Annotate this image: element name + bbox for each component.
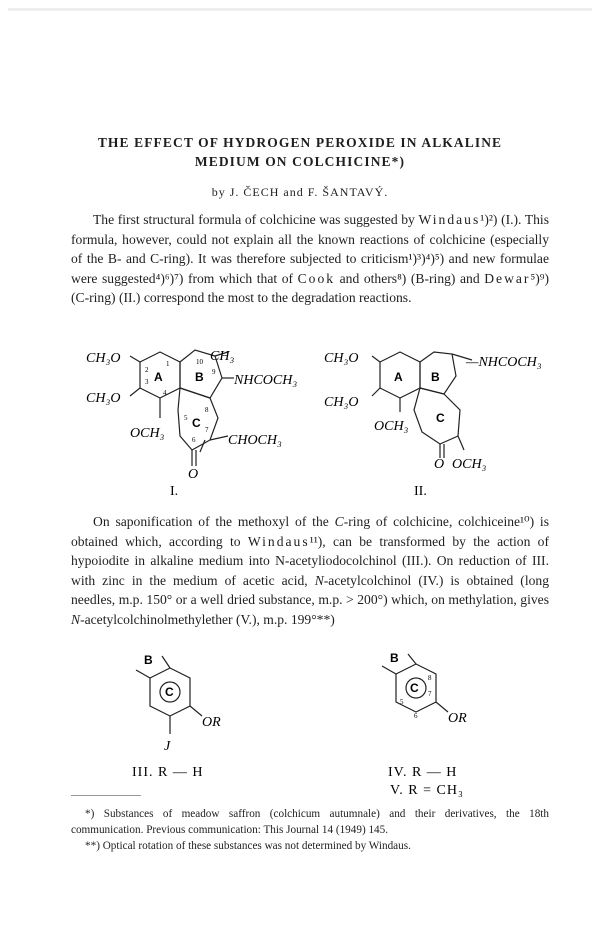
byline: by J. ČECH and F. ŠANTAVÝ. [211,185,389,199]
body-text-4: -acetylcolchinol (IV.) is obtained (long needles, m.p. 150° or a well dried substance, m.p. > 200°) which, on methylation, gives [71,572,549,608]
s3-caption: III. R — H [132,765,204,780]
footnote-2: **) Optical rotation of these substances was not determined by Windaus. [85,840,411,852]
s1-n3: 3 [145,378,149,386]
intro-text-3: and others⁸) (B-ring) and [335,270,485,286]
s2-caption: II. [414,484,427,499]
body-paragraph [71,512,549,630]
s2-ring-c: C [436,411,445,425]
footnote-1: *) Substances of meadow saffron (colchicum autumnale) and their derivatives, the 18th communication. Previous communication: This Journal 14 (1949) 145. [71,808,549,836]
s4-n5: 5 [400,698,404,706]
s1-n7: 7 [205,426,209,434]
s2-ch3o-bottom: CH₃O [324,395,359,410]
author-cook: Cook [297,270,336,286]
s2-oxygen: O [434,457,445,472]
author-windaus-2: Windaus [247,533,310,549]
footnotes [71,806,549,854]
structure-II [372,352,472,458]
s1-ch3o-top: CH₃O [86,351,121,366]
body-text-5: -acetylcolchinolmethylether (V.), m.p. 199°**) [80,611,335,627]
s2-ring-b: B [431,370,440,384]
intro-text-4: ⁵)⁹) (C-ring) (II.) correspond the most to the degradation reactions. [71,270,549,306]
s2-och3-b: OCH₃ [452,457,487,472]
s1-n9: 9 [212,368,216,376]
title-line-2: MEDIUM ON COLCHICINE*) [194,154,406,169]
s4-caption-2: V. R = CH₃ [390,783,464,798]
s1-n10: 10 [196,358,203,366]
s1-chohch3: CHOCH₃ [228,433,282,448]
intro-text-1: The first structural formula of colchicine was suggested by [93,212,419,227]
s1-caption: I. [170,484,179,499]
s4-ring-b: B [390,651,399,665]
s1-oxygen: O [188,467,199,482]
body-text-1: On saponification of the methoxyl of the [93,514,335,529]
s1-och3: OCH₃ [130,426,165,441]
s3-or: OR [202,715,221,730]
s1-ch3o-bottom: CH₃O [86,391,121,406]
s1-n5: 5 [184,414,188,422]
structures-figure-2 [0,648,600,798]
s3-ring-b: B [144,653,153,667]
s1-nhcoch3: NHCOCH₃ [234,373,298,388]
s1-ring-a: A [154,370,163,384]
intro-text-2: ¹)²) (I.). This formula, however, could not explain all the known reactions of colchicine (especially of the B- and C-ring). It was therefore subjected to criticism¹)³)⁴)⁵) and new formulae were suggested⁴)⁶)⁷) from which that of [71,212,549,286]
scan-edge [8,8,592,11]
s2-och3: OCH₃ [374,419,409,434]
s1-n8: 8 [205,406,209,414]
s4-n6: 6 [414,712,418,720]
s4-n7: 7 [428,690,432,698]
s3-ring-c: C [165,685,174,699]
s1-n2: 2 [145,366,149,374]
body-text-2: -ring of colchicine, colchiceine¹⁰) is obtained which, according to [71,514,549,549]
s4-ring-c: C [410,681,419,695]
s4-caption-1: IV. R — H [388,765,458,780]
s2-ring-a: A [394,370,403,384]
c-ring-label: C [334,514,344,529]
s2-ch3o-top: CH₃O [324,351,359,366]
s1-ring-c: C [192,416,201,430]
n-italic-2: N [71,611,81,627]
s2-nhcoch3: —NHCOCH₃ [466,355,542,370]
s4-n8: 8 [428,674,432,682]
author-windaus: Windaus [418,212,481,227]
s3-iodine: J [164,739,171,754]
s1-n6: 6 [192,436,196,444]
title-line-1: THE EFFECT OF HYDROGEN PEROXIDE IN ALKALINE [97,135,503,150]
structures-figure-1 [0,340,600,500]
intro-paragraph [71,210,549,308]
s1-n1: 1 [166,360,170,368]
s1-ring-b: B [195,370,204,384]
s1-n4: 4 [163,389,167,397]
body-text-3: ¹¹), can be transformed by the action of hypoiodite in alkaline medium into N-acetyliodocolchinol (III.). On reduction of III. with zinc in the medium of acetic acid, [71,533,549,588]
n-italic-1: N [314,572,324,588]
author-dewar: Dewar [484,270,531,286]
s4-or: OR [448,711,467,726]
s1-ch3: CH₃ [210,349,235,364]
footnote-rule [71,795,141,796]
